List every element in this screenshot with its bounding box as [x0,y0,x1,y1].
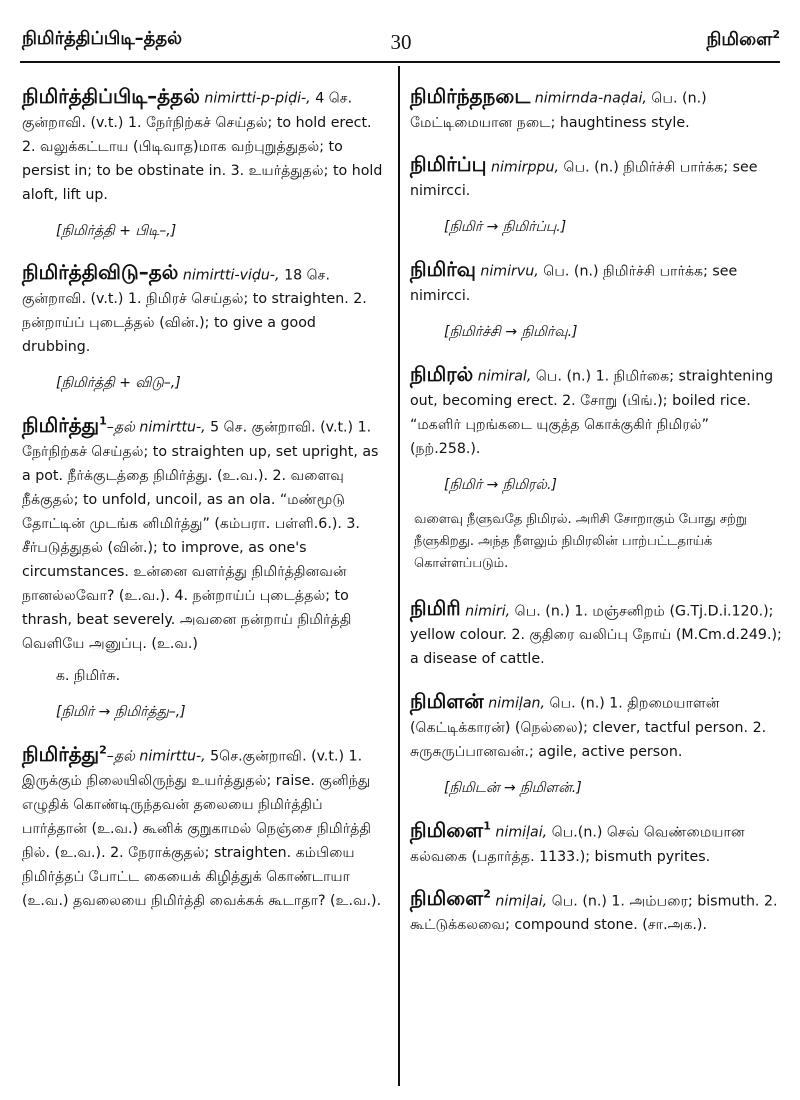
dictionary-entry [410,358,782,575]
cognate: க. நிமிர்சு. [56,667,121,684]
dictionary-entry [22,409,388,724]
headword: நிமிர்ப்பு [410,152,487,177]
left-column [22,80,388,927]
definition: 5 செ. குன்றாவி. (v.t.) 1. நேர்நிற்கச் செய்தல்; to straighten up, set upright, as a pot. நீர்க்குடத்தை நிமிர்த்து. (உ.வ.). 2. வளைவு நீக்குதல்; to unfold, uncoil, as an ola. “மண்மூடு தோட்டின் முடங்க னிமிர்த்து” (கம்பரா. பள்ளி.6.). 3. சீர்படுத்துதல் (வின்.); to improve, as one's circumstances. உன்னை வளர்த்து நிமிர்த்தினவன் நானல்லவோ? (உ.வ.). 4. நன்றாய்ப் புடைத்தல்; to thrash, beat severely. அவனை நன்றாய் நிமிர்த்தி வெளியே அனுப்பு. (உ.வ.) [22,419,379,652]
dictionary-entry [410,149,782,240]
transliteration: nimirtti-viḍu-, [178,267,280,284]
transliteration: nimirtti-p-piḍi-, [199,90,311,107]
definition: பெ. (n.) மேட்டிமையான நடை; haughtiness style. [410,90,707,131]
page-number: 30 [390,30,412,54]
headword: நிமிர்த்திப்பிடி–த்தல் [22,83,200,108]
etymology: [நிமிர்ச்சி → நிமிர்வு.] [444,323,578,340]
headword: நிமிர்த்து$^1$ [22,412,107,437]
headword: நிமிர்த்து$^2$ [22,741,107,766]
transliteration: nimiral, [473,368,532,385]
page-header [22,28,780,60]
transliteration: nimiḷan, [483,695,546,712]
dictionary-entry [410,814,782,869]
dictionary-entry [22,738,388,913]
definition: பெ. (n.) 1. மஞ்சனிறம் (G.Tj.D.i.120.); yellow colour. 2. குதிரை வலிப்பு நோய் (M.Cm.d.249.); a disease of cattle. [410,603,782,668]
definition: பெ.(n.) செவ் வெண்மையான கல்வகை (பதார்த்த. 1133.); bismuth pyrites. [410,824,745,865]
definition: பெ. (n.) நிமிர்ச்சி பார்க்க; see nimircci. [410,159,758,200]
dictionary-entry [410,685,782,800]
header-left-guideword: நிமிர்த்திப்பிடி–த்தல் [22,28,183,49]
transliteration: –தல் nimirttu-, [106,419,206,436]
transliteration: nimiḷai, [490,893,548,910]
etymology: [நிமிர் → நிமிரல்.] [444,476,557,493]
header-right-guideword: நிமிளை$^2$ [706,28,780,50]
headword: நிமிளை$^1$ [410,817,491,842]
etymology: [நிமிர் → நிமிர்த்து–,] [56,703,186,720]
definition: பெ. (n.) 1. நிமிர்கை; straightening out, becoming erect. 2. சோறு (பிங்.); boiled rice. “மகளிர் புறங்கடை யுகுத்த கொக்குகிர் நிமிரல்” (நற்.258.). [410,368,774,457]
definition: பெ. (n.) 1. திறமையாளன் (கெட்டிக்காரன்) (நெல்லை); clever, tactful person. 2. சுருசுருப்பானவன்.; agile, active person. [410,695,767,760]
right-column [410,80,782,951]
etymology: [நிமிர்த்தி + பிடி–,] [56,222,177,239]
definition: பெ. (n.) நிமிர்ச்சி பார்க்க; see nimircci. [410,263,738,304]
dictionary-entry [410,80,782,135]
dictionary-entry [410,883,782,938]
transliteration: nimirppu, [486,159,560,176]
column-divider [398,66,400,1086]
dictionary-entry [22,80,388,243]
dictionary-entry [410,593,782,672]
etymology: [நிமிடன் → நிமிளன்.] [444,779,582,796]
headword: நிமிரி [410,596,461,621]
transliteration: –தல் nimirttu-, [106,748,206,765]
etymology: [நிமிர் → நிமிர்ப்பு.] [444,219,567,236]
headword: நிமிர்த்திவிடு–தல் [22,260,179,285]
etymology: [நிமிர்த்தி + விடு–,] [56,375,181,392]
explanatory-note: வளைவு நீளுவதே நிமிரல். அரிசி சோறாகும் போது சற்று நீளுகிறது. அந்த நீளலும் நிமிரலின் பாற்பட்டதாய்க் கொள்ளப்படும். [414,511,747,571]
transliteration: nimirnda-naḍai, [530,90,647,107]
headword: நிமிர்ந்தநடை [410,83,531,108]
definition: பெ. (n.) 1. அம்பரை; bismuth. 2. கூட்டுக்கலவை; compound stone. (சா.அக.). [410,893,778,934]
dictionary-entry [22,257,388,396]
headword: நிமிளை$^2$ [410,886,491,911]
headword: நிமிளன் [410,688,484,713]
definition: 4 செ. குன்றாவி. (v.t.) 1. நேர்நிற்கச் செய்தல்; to hold erect. 2. வலுக்கட்டாய (பிடிவாத)மாக வற்புறுத்துதல்; to persist in; to be obstinate in. 3. உயர்த்துதல்; to hold aloft, lift up. [22,90,383,203]
dictionary-entry [410,253,782,344]
transliteration: nimiḷai, [490,824,548,841]
definition: 5செ.குன்றாவி. (v.t.) 1. இருக்கும் நிலையிலிருந்து உயர்த்துதல்; raise. குனிந்து எழுதிக் கொண்டிருந்தவன் தலையை நிமிர்த்திப் பார்த்தான் (உ.வ.) கூனிக் குறுகாமல் நெஞ்சை நிமிர்த்தி நில். (உ.வ.). 2. நேராக்குதல்; straighten. கம்பியை நிமிர்த்தப் போட்ட கையைக் கிழித்துக் கொண்டாயா (உ.வ.) தவலையை நிமிர்த்தி வைக்கக் கூடாதா? (உ.வ.). [22,748,382,909]
headword: நிமிரல் [410,361,474,386]
transliteration: nimiri, [460,603,511,620]
header-rule [20,61,780,63]
definition: 18 செ. குன்றாவி. (v.t.) 1. நிமிரச் செய்தல்; to straighten. 2. நன்றாய்ப் புடைத்தல் (வின்.); to give a good drubbing. [22,267,367,356]
headword: நிமிர்வு [410,256,476,281]
transliteration: nimirvu, [475,263,539,280]
